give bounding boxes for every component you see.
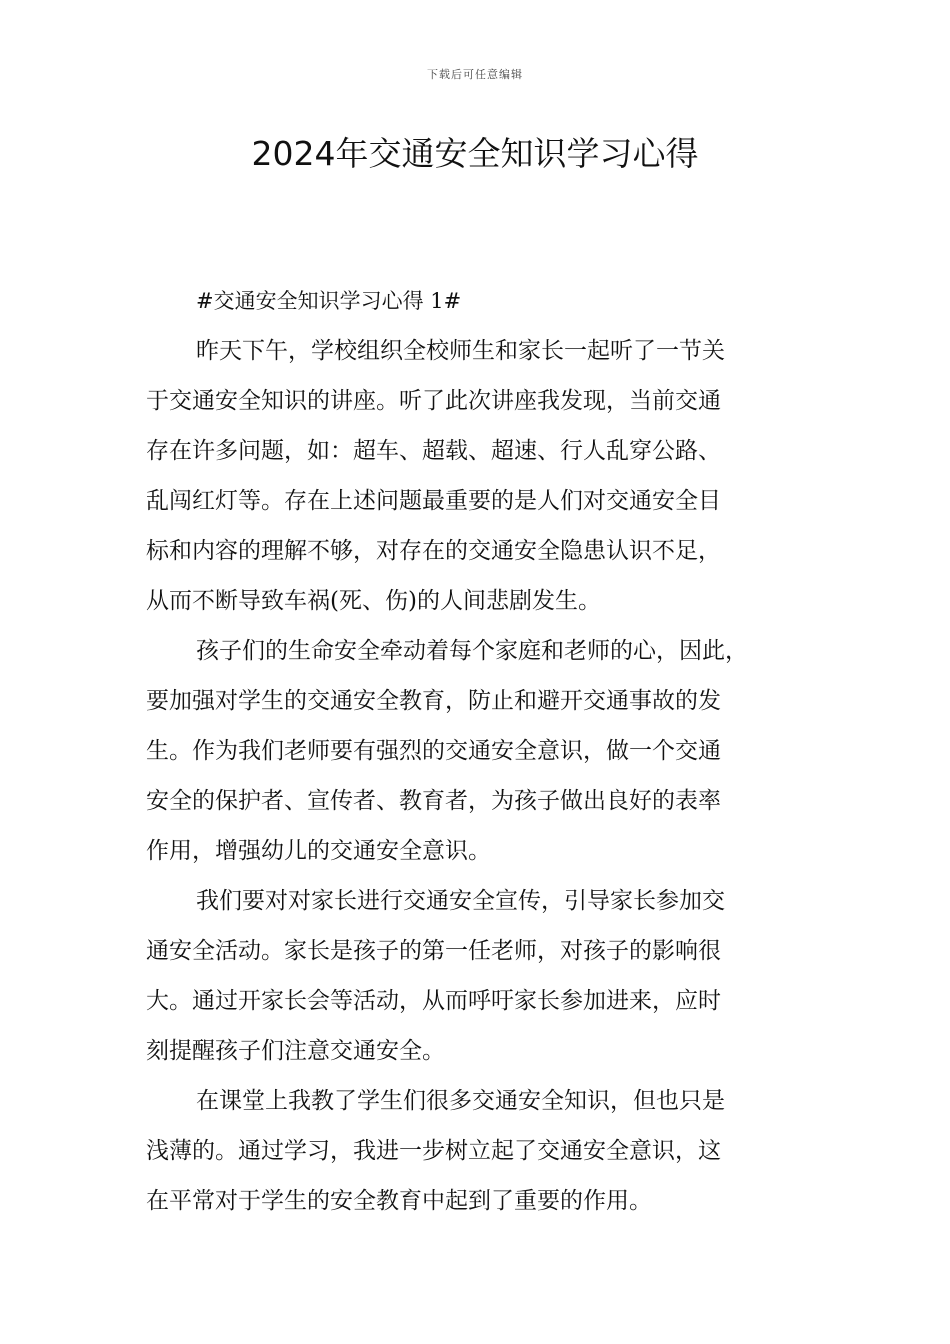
paragraph-line: 浅薄的。通过学习，我进一步树立起了交通安全意识，这	[146, 1138, 721, 1164]
paragraph-line: 大。通过开家长会等活动，从而呼吁家长参加进来，应时	[146, 988, 721, 1014]
paragraph-2	[146, 626, 810, 876]
paragraph-line: 乱闯红灯等。存在上述问题最重要的是人们对交通安全目	[146, 488, 721, 514]
paragraph-line: 在平常对于学生的安全教育中起到了重要的作用。	[146, 1188, 652, 1214]
paragraph-line: 存在许多问题，如：超车、超载、超速、行人乱穿公路、	[146, 438, 721, 464]
paragraph-line: 标和内容的理解不够，对存在的交通安全隐患认识不足，	[146, 538, 721, 564]
document-body	[146, 276, 810, 1226]
paragraph-line: 通安全活动。家长是孩子的第一任老师，对孩子的影响很	[146, 938, 721, 964]
paragraph-line: 安全的保护者、宣传者、教育者，为孩子做出良好的表率	[146, 788, 721, 814]
document-title: 2024年交通安全知识学习心得	[251, 134, 699, 173]
paragraph-3	[146, 876, 810, 1076]
paragraph-line: 从而不断导致车祸(死、伤)的人间悲剧发生。	[146, 588, 601, 614]
paragraph-line: 要加强对学生的交通安全教育，防止和避开交通事故的发	[146, 688, 721, 714]
paragraph-line: 刻提醒孩子们注意交通安全。	[146, 1038, 445, 1064]
paragraph-line: 作用，增强幼儿的交通安全意识。	[146, 838, 491, 864]
header-note: 下载后可任意编辑	[427, 68, 523, 81]
section-heading: #交通安全知识学习心得 1#	[196, 289, 462, 313]
paragraph-line: 我们要对对家长进行交通安全宣传，引导家长参加交	[196, 888, 725, 914]
paragraph-line: 于交通安全知识的讲座。听了此次讲座我发现，当前交通	[146, 388, 721, 414]
paragraph-line: 孩子们的生命安全牵动着每个家庭和老师的心，因此，	[196, 638, 748, 664]
paragraph-4	[146, 1076, 810, 1226]
paragraph-line: 在课堂上我教了学生们很多交通安全知识，但也只是	[196, 1088, 725, 1114]
paragraph-line: 生。作为我们老师要有强烈的交通安全意识，做一个交通	[146, 738, 721, 764]
paragraph-line: 昨天下午，学校组织全校师生和家长一起听了一节关	[196, 338, 725, 364]
paragraph-1	[146, 326, 810, 626]
